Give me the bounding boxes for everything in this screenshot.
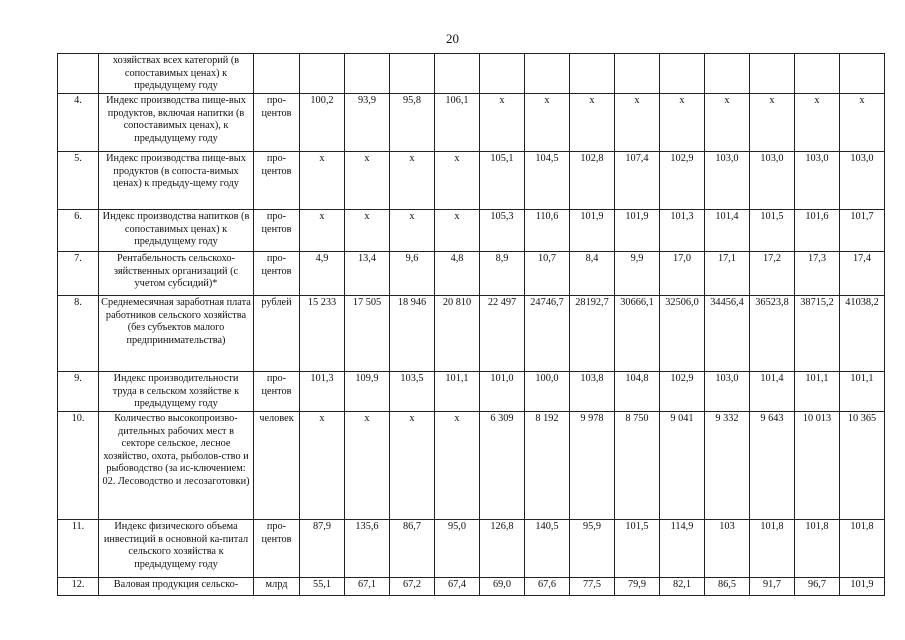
unit-cell: про-центов xyxy=(254,94,300,152)
unit-cell: про-центов xyxy=(254,252,300,296)
value-cell: 106,1 xyxy=(435,94,480,152)
table-body xyxy=(58,54,885,596)
value-cell: 77,5 xyxy=(570,578,615,596)
value-cell: х xyxy=(435,152,480,210)
value-cell: 103,0 xyxy=(795,152,840,210)
value-cell: 103,0 xyxy=(705,152,750,210)
value-cell: 17,0 xyxy=(660,252,705,296)
value-cell: 22 497 xyxy=(480,296,525,372)
value-cell xyxy=(300,54,345,94)
value-cell: 102,9 xyxy=(660,152,705,210)
value-cell: 103 xyxy=(705,520,750,578)
value-cell: 67,1 xyxy=(345,578,390,596)
value-cell: 101,6 xyxy=(795,210,840,252)
value-cell: 104,8 xyxy=(615,372,660,412)
row-number: 5. xyxy=(58,152,99,210)
value-cell: 9,9 xyxy=(615,252,660,296)
value-cell: 9 643 xyxy=(750,412,795,520)
indicator-name: Индекс производства пище-вых продуктов (в сопоста-вимых ценах) к предыду-щему году xyxy=(99,152,254,210)
value-cell: 95,9 xyxy=(570,520,615,578)
value-cell xyxy=(795,54,840,94)
value-cell: 34456,4 xyxy=(705,296,750,372)
value-cell: 9 978 xyxy=(570,412,615,520)
value-cell: 17,4 xyxy=(840,252,885,296)
value-cell: х xyxy=(705,94,750,152)
table-row xyxy=(58,152,885,210)
value-cell: 8 750 xyxy=(615,412,660,520)
indicator-name: Индекс физического объема инвестиций в основной ка-питал сельского хозяйства к предыдущему году xyxy=(99,520,254,578)
value-cell: 13,4 xyxy=(345,252,390,296)
value-cell: х xyxy=(480,94,525,152)
indicator-name: Количество высокопроизво-дительных рабочих мест в секторе сельское, лесное хозяйство, охота, рыболов-ство и рыбоводство (за ис-ключением: 02. Лесоводство и лесозаготовки) xyxy=(99,412,254,520)
table-row xyxy=(58,520,885,578)
value-cell: х xyxy=(660,94,705,152)
value-cell: 101,9 xyxy=(570,210,615,252)
value-cell: 100,2 xyxy=(300,94,345,152)
value-cell: 101,8 xyxy=(750,520,795,578)
table-row xyxy=(58,412,885,520)
value-cell: 95,0 xyxy=(435,520,480,578)
value-cell: 79,9 xyxy=(615,578,660,596)
value-cell: 101,0 xyxy=(480,372,525,412)
unit-cell: про-центов xyxy=(254,210,300,252)
value-cell: х xyxy=(390,152,435,210)
page-number: 20 xyxy=(446,31,459,46)
unit-cell: рублей xyxy=(254,296,300,372)
unit-cell: про-центов xyxy=(254,520,300,578)
value-cell: х xyxy=(345,210,390,252)
table-row xyxy=(58,94,885,152)
value-cell: 135,6 xyxy=(345,520,390,578)
indicator-name: Рентабельность сельскохо-зяйственных организаций (с учетом субсидий)* xyxy=(99,252,254,296)
indicator-name: хозяйствах всех категорий (в сопоставимых ценах) к предыдущему году xyxy=(99,54,254,94)
row-number: 6. xyxy=(58,210,99,252)
value-cell xyxy=(480,54,525,94)
value-cell: 82,1 xyxy=(660,578,705,596)
row-number: 8. xyxy=(58,296,99,372)
value-cell: 17,1 xyxy=(705,252,750,296)
value-cell: 96,7 xyxy=(795,578,840,596)
value-cell: х xyxy=(345,412,390,520)
value-cell: 18 946 xyxy=(390,296,435,372)
value-cell xyxy=(570,54,615,94)
table-row xyxy=(58,252,885,296)
value-cell: 102,8 xyxy=(570,152,615,210)
value-cell: 15 233 xyxy=(300,296,345,372)
value-cell: 105,1 xyxy=(480,152,525,210)
value-cell: 10 013 xyxy=(795,412,840,520)
value-cell: 100,0 xyxy=(525,372,570,412)
value-cell: 107,4 xyxy=(615,152,660,210)
value-cell: 110,6 xyxy=(525,210,570,252)
value-cell: х xyxy=(840,94,885,152)
value-cell: 101,9 xyxy=(615,210,660,252)
value-cell: 91,7 xyxy=(750,578,795,596)
value-cell: 67,4 xyxy=(435,578,480,596)
value-cell: 102,9 xyxy=(660,372,705,412)
value-cell: 10,7 xyxy=(525,252,570,296)
value-cell: 95,8 xyxy=(390,94,435,152)
value-cell: х xyxy=(300,412,345,520)
value-cell: 8 192 xyxy=(525,412,570,520)
value-cell: 6 309 xyxy=(480,412,525,520)
value-cell: 101,4 xyxy=(705,210,750,252)
value-cell: 87,9 xyxy=(300,520,345,578)
value-cell: 67,6 xyxy=(525,578,570,596)
value-cell: 28192,7 xyxy=(570,296,615,372)
value-cell: х xyxy=(390,412,435,520)
value-cell: 17,3 xyxy=(795,252,840,296)
value-cell: 32506,0 xyxy=(660,296,705,372)
value-cell: 103,0 xyxy=(705,372,750,412)
unit-cell xyxy=(254,54,300,94)
value-cell: 93,9 xyxy=(345,94,390,152)
value-cell: х xyxy=(750,94,795,152)
value-cell: 101,7 xyxy=(840,210,885,252)
value-cell: 36523,8 xyxy=(750,296,795,372)
table-row xyxy=(58,54,885,94)
value-cell: 55,1 xyxy=(300,578,345,596)
unit-cell: про-центов xyxy=(254,372,300,412)
value-cell: х xyxy=(435,412,480,520)
value-cell: 114,9 xyxy=(660,520,705,578)
value-cell: 10 365 xyxy=(840,412,885,520)
row-number: 11. xyxy=(58,520,99,578)
indicator-name: Индекс производительности труда в сельском хозяйстве к предыдущему году xyxy=(99,372,254,412)
value-cell: 4,9 xyxy=(300,252,345,296)
unit-cell: про-центов xyxy=(254,152,300,210)
value-cell: 101,1 xyxy=(435,372,480,412)
indicator-name: Индекс производства пище-вых продуктов, включая напитки (в сопоставимых ценах), к предыдущему году xyxy=(99,94,254,152)
value-cell: х xyxy=(390,210,435,252)
value-cell: 109,9 xyxy=(345,372,390,412)
value-cell: 20 810 xyxy=(435,296,480,372)
value-cell: 105,3 xyxy=(480,210,525,252)
indicator-name: Индекс производства напитков (в сопоставимых ценах) к предыдущему году xyxy=(99,210,254,252)
value-cell: 9 041 xyxy=(660,412,705,520)
value-cell: х xyxy=(525,94,570,152)
row-number: 7. xyxy=(58,252,99,296)
value-cell: х xyxy=(345,152,390,210)
value-cell xyxy=(660,54,705,94)
value-cell: 17,2 xyxy=(750,252,795,296)
value-cell: 101,4 xyxy=(750,372,795,412)
value-cell: 103,0 xyxy=(750,152,795,210)
value-cell xyxy=(390,54,435,94)
row-number: 9. xyxy=(58,372,99,412)
value-cell xyxy=(705,54,750,94)
value-cell: 69,0 xyxy=(480,578,525,596)
value-cell: х xyxy=(435,210,480,252)
indicator-name: Валовая продукция сельско- xyxy=(99,578,254,596)
table-row xyxy=(58,296,885,372)
value-cell: 101,5 xyxy=(615,520,660,578)
value-cell: 17 505 xyxy=(345,296,390,372)
value-cell xyxy=(345,54,390,94)
value-cell: 101,3 xyxy=(660,210,705,252)
value-cell: 101,1 xyxy=(795,372,840,412)
value-cell: 38715,2 xyxy=(795,296,840,372)
value-cell: 86,7 xyxy=(390,520,435,578)
value-cell: х xyxy=(300,210,345,252)
value-cell: 126,8 xyxy=(480,520,525,578)
value-cell: 101,5 xyxy=(750,210,795,252)
value-cell: 101,3 xyxy=(300,372,345,412)
indicators-table xyxy=(57,53,885,596)
indicator-name: Среднемесячная заработная плата работников сельского хозяйства (без субъектов малого предпринимательства) xyxy=(99,296,254,372)
row-number: 10. xyxy=(58,412,99,520)
value-cell: 9 332 xyxy=(705,412,750,520)
unit-cell: человек xyxy=(254,412,300,520)
value-cell: х xyxy=(795,94,840,152)
value-cell: 67,2 xyxy=(390,578,435,596)
table-row xyxy=(58,372,885,412)
value-cell xyxy=(840,54,885,94)
value-cell: 101,8 xyxy=(795,520,840,578)
value-cell: х xyxy=(615,94,660,152)
row-number: 4. xyxy=(58,94,99,152)
value-cell: 30666,1 xyxy=(615,296,660,372)
value-cell: 41038,2 xyxy=(840,296,885,372)
value-cell: 101,9 xyxy=(840,578,885,596)
table-row xyxy=(58,210,885,252)
value-cell: 103,8 xyxy=(570,372,615,412)
value-cell: 101,1 xyxy=(840,372,885,412)
value-cell xyxy=(525,54,570,94)
value-cell: 103,5 xyxy=(390,372,435,412)
value-cell xyxy=(750,54,795,94)
table-row xyxy=(58,578,885,596)
row-number xyxy=(58,54,99,94)
value-cell: 4,8 xyxy=(435,252,480,296)
value-cell: 86,5 xyxy=(705,578,750,596)
value-cell xyxy=(435,54,480,94)
value-cell: 104,5 xyxy=(525,152,570,210)
value-cell: 103,0 xyxy=(840,152,885,210)
value-cell: 9,6 xyxy=(390,252,435,296)
value-cell xyxy=(615,54,660,94)
value-cell: х xyxy=(570,94,615,152)
value-cell: 101,8 xyxy=(840,520,885,578)
value-cell: 8,4 xyxy=(570,252,615,296)
value-cell: х xyxy=(300,152,345,210)
value-cell: 8,9 xyxy=(480,252,525,296)
value-cell: 24746,7 xyxy=(525,296,570,372)
row-number: 12. xyxy=(58,578,99,596)
unit-cell: млрд xyxy=(254,578,300,596)
value-cell: 140,5 xyxy=(525,520,570,578)
